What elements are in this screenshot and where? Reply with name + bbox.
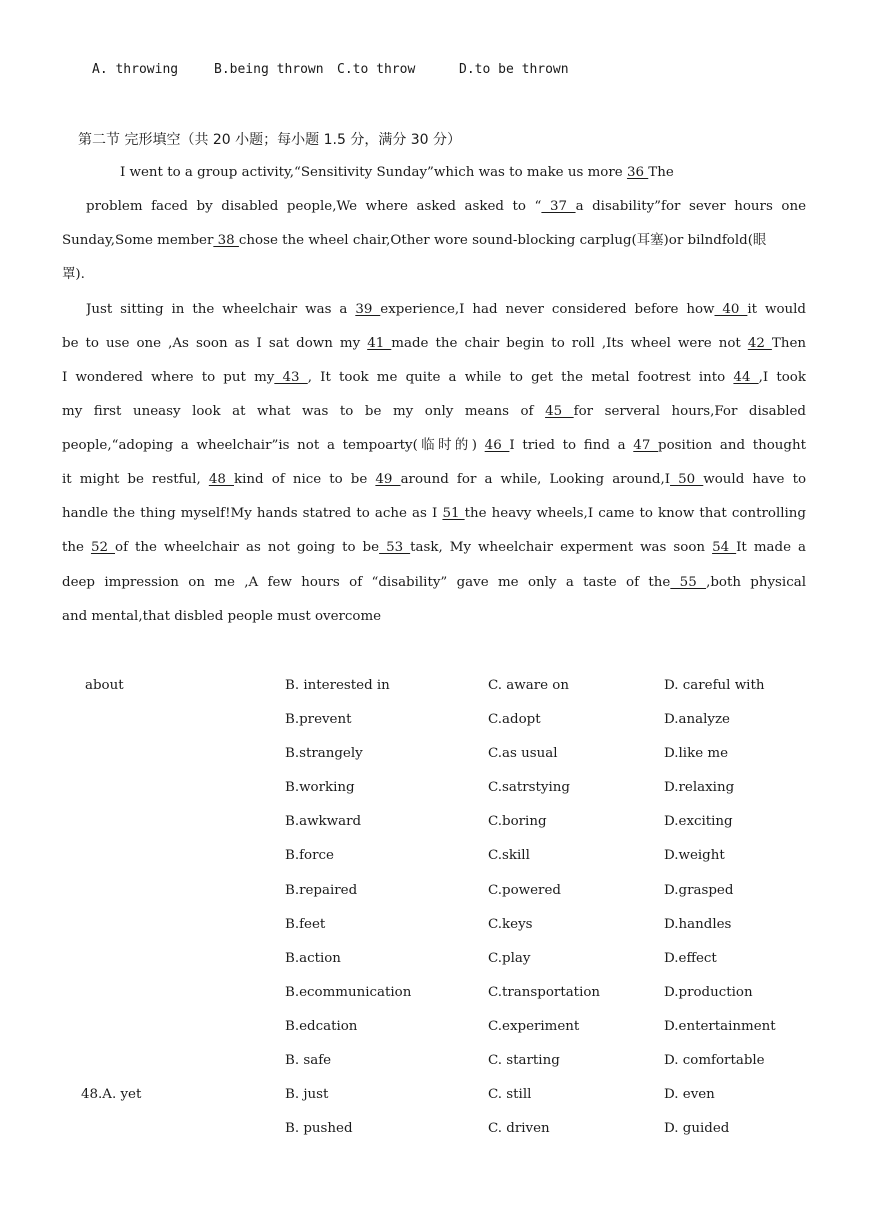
passage-line xyxy=(62,265,806,285)
passage-text: for serveral hours,For disabled xyxy=(573,404,806,419)
passage-text: it would xyxy=(747,302,806,317)
section-heading: 第二节 完形填空（共 20 小题；每小题 1.5 分，满分 30 分） xyxy=(78,132,462,148)
passage-text: position and thought xyxy=(658,438,806,453)
passage-text: made the chair begin to roll ,Its wheel were not xyxy=(391,336,748,351)
blank-42: 42 xyxy=(747,336,772,351)
passage-text: and mental,that disbled people must overcome xyxy=(62,609,382,624)
option-d: D.weight xyxy=(664,848,725,863)
blank-43: 43 xyxy=(274,370,308,385)
passage-text: a disability”for sever hours one xyxy=(575,199,806,214)
option-a: about xyxy=(85,678,124,693)
passage-text: It made a xyxy=(736,540,806,555)
blank-41: 41 xyxy=(367,336,392,351)
option-b: B.working xyxy=(285,780,355,795)
blank-37: 37 xyxy=(541,199,576,214)
passage-text: the xyxy=(62,540,91,555)
option-d: D. comfortable xyxy=(664,1053,765,1068)
blank-50: 50 xyxy=(670,472,704,487)
passage-line xyxy=(62,573,806,593)
blank-44: 44 xyxy=(733,370,759,385)
passage-text: task, My wheelchair experment was soon xyxy=(410,540,713,555)
option-d: D.analyze xyxy=(664,712,730,727)
option-d: D.effect xyxy=(664,951,717,966)
option-c: C.adopt xyxy=(488,712,541,727)
option-c: C.boring xyxy=(488,814,547,829)
passage-line xyxy=(62,504,806,524)
blank-54: 54 xyxy=(712,540,737,555)
blank-51: 51 xyxy=(442,506,465,521)
option-b: B. just xyxy=(285,1087,329,1102)
option-d: D. even xyxy=(664,1087,715,1102)
passage-text: around for a while, Looking around,I xyxy=(400,472,671,487)
option-c: C.powered xyxy=(488,883,561,898)
passage-text: ,I took xyxy=(758,370,806,385)
option-d: D.relaxing xyxy=(664,780,735,795)
option-b: B.feet xyxy=(285,917,326,932)
blank-40: 40 xyxy=(714,302,748,317)
blank-47: 47 xyxy=(633,438,659,453)
option-b: B.prevent xyxy=(285,712,352,727)
passage-text: Just sitting in the wheelchair was a xyxy=(86,302,356,317)
option-c: C. aware on xyxy=(488,678,569,693)
option-d: D.like me xyxy=(664,746,728,761)
passage-line xyxy=(62,538,806,558)
passage-line xyxy=(62,436,806,456)
passage-text: people,“adoping a wheelchair”is not a tempoarty(临时的) xyxy=(62,438,485,453)
passage-line xyxy=(120,163,740,183)
option-b: B.action xyxy=(285,951,341,966)
passage-text: I went to a group activity,“Sensitivity Sunday”which was to make us more xyxy=(120,165,627,180)
passage-text: 罩). xyxy=(62,267,85,282)
passage-line xyxy=(62,334,806,354)
blank-53: 53 xyxy=(379,540,411,555)
passage-text: The xyxy=(648,165,674,180)
option-c: C.skill xyxy=(488,848,530,863)
passage-text: my first uneasy look at what was to be my only means of xyxy=(62,404,546,419)
option-c: C.play xyxy=(488,951,531,966)
passage-text: I wondered where to put my xyxy=(62,370,275,385)
option-c: C. driven xyxy=(488,1121,550,1136)
option-a: 48.A. yet xyxy=(81,1087,142,1102)
passage-text: the heavy wheels,I came to know that controlling xyxy=(464,506,806,521)
blank-46: 46 xyxy=(484,438,510,453)
option-b: B.force xyxy=(285,848,334,863)
option-c: C.as usual xyxy=(488,746,558,761)
option-d: D.production xyxy=(664,985,753,1000)
option-c: C. starting xyxy=(488,1053,560,1068)
option-b: B. safe xyxy=(285,1053,332,1068)
passage-text: , It took me quite a while to get the metal footrest into xyxy=(307,370,734,385)
passage-text: experience,I had never considered before how xyxy=(380,302,715,317)
blank-49: 49 xyxy=(375,472,401,487)
option-b: B.awkward xyxy=(285,814,362,829)
option-c: C.keys xyxy=(488,917,533,932)
passage-text: I tried to find a xyxy=(509,438,634,453)
option-b: B.edcation xyxy=(285,1019,358,1034)
passage-text: ,both physical xyxy=(706,575,806,590)
option-c: C.experiment xyxy=(488,1019,580,1034)
blank-52: 52 xyxy=(90,540,116,555)
passage-text: be to use one ,As soon as I sat down my xyxy=(62,336,368,351)
option-b: B.strangely xyxy=(285,746,363,761)
option-b: B. interested in xyxy=(285,678,390,693)
passage-text: deep impression on me ,A few hours of “disability” gave me only a taste of the xyxy=(62,575,671,590)
passage-line xyxy=(62,607,806,627)
option-c: C.satrstying xyxy=(488,780,570,795)
passage-text: chose the wheel chair,Other wore sound-blocking carplug(耳塞)or bilndfold(眼 xyxy=(238,233,767,248)
option-d: D.grasped xyxy=(664,883,734,898)
blank-36: 36 xyxy=(626,165,649,180)
option-d: D.to be thrown xyxy=(459,62,569,77)
passage-text: handle the thing myself!My hands statred to ache as I xyxy=(62,506,443,521)
option-d: D. careful with xyxy=(664,678,765,693)
option-d: D.exciting xyxy=(664,814,733,829)
passage-text: problem faced by disabled people,We where asked asked to “ xyxy=(86,199,542,214)
passage-line xyxy=(86,300,806,320)
option-b: B.being thrown xyxy=(214,62,324,77)
passage-text: of the wheelchair as not going to be xyxy=(115,540,380,555)
option-c: C. still xyxy=(488,1087,532,1102)
passage-text: it might be restful, xyxy=(62,472,209,487)
option-b: B. pushed xyxy=(285,1121,353,1136)
passage-text: Sunday,Some member xyxy=(62,233,214,248)
passage-text: Then xyxy=(771,336,806,351)
option-b: B.repaired xyxy=(285,883,358,898)
blank-55: 55 xyxy=(670,575,707,590)
blank-39: 39 xyxy=(355,302,381,317)
blank-48: 48 xyxy=(208,472,234,487)
blank-45: 45 xyxy=(545,404,574,419)
option-d: D. guided xyxy=(664,1121,730,1136)
passage-line xyxy=(62,231,806,251)
blank-38: 38 xyxy=(213,233,239,248)
option-a: A. throwing xyxy=(92,62,179,77)
passage-line xyxy=(62,470,806,490)
passage-line xyxy=(62,402,806,422)
option-d: D.handles xyxy=(664,917,732,932)
passage-line xyxy=(62,368,806,388)
passage-text: would have to xyxy=(703,472,806,487)
option-c: C.to throw xyxy=(337,62,416,77)
passage-text: kind of nice to be xyxy=(234,472,376,487)
passage-line xyxy=(86,197,806,217)
option-c: C.transportation xyxy=(488,985,601,1000)
option-b: B.ecommunication xyxy=(285,985,412,1000)
option-d: D.entertainment xyxy=(664,1019,776,1034)
